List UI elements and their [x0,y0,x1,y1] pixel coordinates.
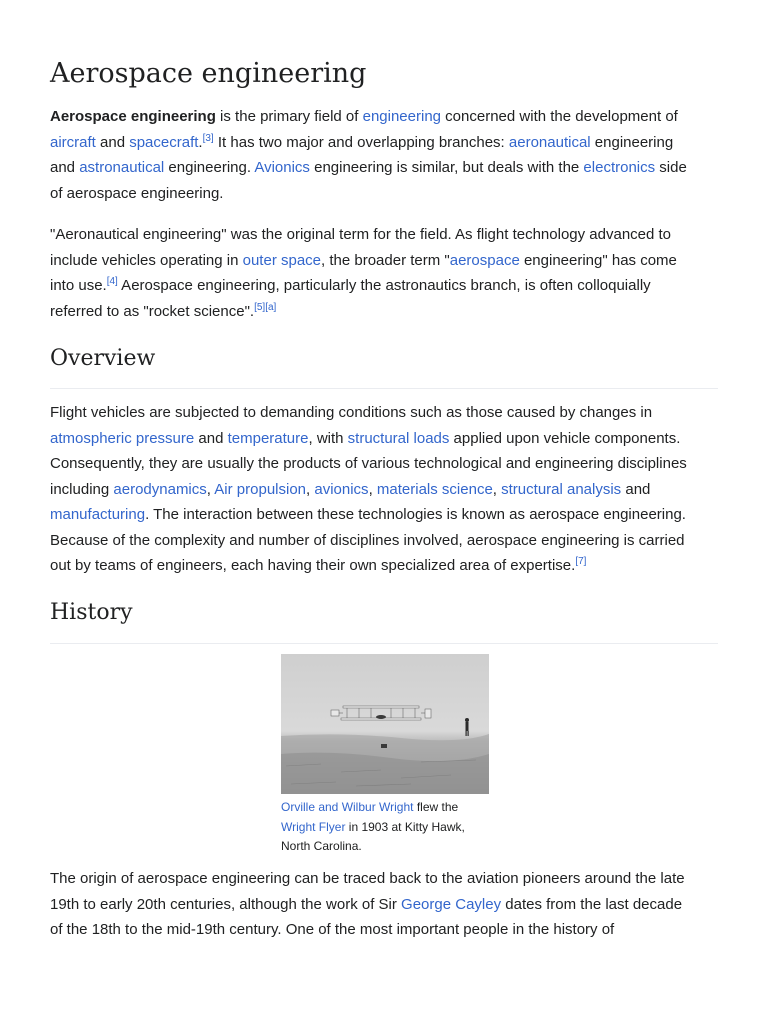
citation-link[interactable]: [5] [254,301,266,313]
link-astronautical[interactable]: astronautical [79,159,165,176]
link-avionics-2[interactable]: avionics [314,480,369,498]
text: engineering [590,133,674,151]
text-line [50,553,718,579]
link-manufacturing[interactable]: manufacturing [50,506,146,523]
text: 19th to early 20th centuries, although the work of Sir [50,895,402,913]
citation-3 [203,133,214,144]
text-line [50,502,718,528]
text-line [50,400,718,426]
section-heading-history: History [50,600,133,625]
bold-term: Aerospace engineering [50,108,216,125]
history-figure [281,654,489,857]
text-line [50,892,718,918]
section-heading-overview: Overview [50,346,156,371]
text-line [50,222,718,248]
text: including [50,480,114,498]
text: The origin of aerospace engineering can be traced back to the aviation pioneers around the late [50,870,685,887]
link-aerospace[interactable]: aerospace [449,251,520,269]
text-line [50,426,718,452]
link-avionics[interactable]: Avionics [254,159,310,176]
link-george-cayley[interactable]: George Cayley [401,895,502,913]
text: North Carolina. [281,839,362,853]
text-line [50,181,718,207]
history-paragraph [50,866,718,943]
text: Flight vehicles are subjected to demanding conditions such as those caused by changes in [50,404,653,421]
text: , the broader term " [321,251,450,269]
page-title: Aerospace engineering [50,58,367,89]
link-spacecraft[interactable]: spacecraft [129,133,199,151]
text: Because of the complexity and number of disciplines involved, aerospace engineering is carried [50,531,685,549]
citation-5 [254,302,276,313]
text-line [50,299,718,325]
text: and [95,133,130,151]
text: is the primary field of [215,108,363,125]
link-air-propulsion[interactable]: Air propulsion [214,480,307,498]
text-line [50,477,718,503]
text: and [50,159,80,176]
text: , [306,480,315,498]
link-aerodynamics[interactable]: aerodynamics [113,480,207,498]
text: applied upon vehicle components. [449,429,681,447]
intro-paragraph [50,104,718,206]
text: , with [308,429,348,447]
text: out by teams of engineers, each having their own specialized area of expertise. [50,557,576,574]
note-link-a[interactable]: [a] [265,301,277,313]
link-engineering[interactable]: engineering [362,108,442,125]
link-structural-analysis[interactable]: structural analysis [501,480,622,498]
citation-link[interactable]: [7] [575,556,587,567]
link-aircraft[interactable]: aircraft [50,133,96,151]
caption-line [281,798,489,818]
text: dates from the last decade [501,895,683,913]
link-orville-and-wilbur-wright[interactable]: Orville and Wilbur Wright [281,800,414,814]
text-line [50,155,718,181]
link-structural-loads[interactable]: structural loads [347,429,450,447]
link-temperature[interactable]: temperature [227,429,309,447]
caption-line [281,818,489,838]
text: referred to as "rocket science". [50,302,255,320]
section-divider [50,643,718,644]
text: Consequently, they are usually the products of various technological and engineering disciplines [50,455,687,472]
section-divider [50,388,718,389]
text: It has two major and overlapping branches: [213,133,509,151]
text: of the 18th to the mid-19th century. One of the most important people in the history of [50,921,615,938]
text: "Aeronautical engineering" was the original term for the field. As flight technology advanced to [50,226,672,243]
text: side [655,159,687,176]
text: and [621,480,651,498]
text-line [50,866,718,892]
launch-rail-object [381,744,387,748]
citation-link[interactable]: [3] [202,132,214,144]
link-materials-science[interactable]: materials science [376,480,493,498]
link-electronics[interactable]: electronics [583,159,656,176]
text: include vehicles operating in [50,251,243,269]
text-line [50,917,718,943]
caption-line [281,837,489,857]
text-line [50,248,718,274]
text: into use. [50,277,107,294]
text-line [50,528,718,554]
overview-paragraph [50,400,718,579]
text: engineering is similar, but deals with the [309,159,584,176]
text-line [50,104,718,130]
text-line [50,451,718,477]
figure-caption [281,798,489,857]
link-wright-flyer[interactable]: Wright Flyer [281,819,346,834]
citation-link[interactable]: [4] [106,276,118,287]
text: in 1903 at Kitty Hawk, [345,819,465,834]
wright-flyer-photo[interactable] [281,654,489,794]
text: . [198,133,203,151]
citation-4 [107,276,118,287]
link-aeronautical[interactable]: aeronautical [508,133,591,151]
text: engineering" has come [519,251,677,269]
text: flew the [413,800,459,814]
text: concerned with the development of [441,108,678,125]
text-line [50,273,718,299]
text: . The interaction between these technologies is known as aerospace engineering. [145,506,686,523]
text: , [492,480,502,498]
text: of aerospace engineering. [50,184,224,202]
text-line [50,130,718,156]
link-outer-space[interactable]: outer space [242,251,322,269]
text: , [368,480,377,498]
intro-paragraph-2 [50,222,718,324]
link-atmospheric-pressure[interactable]: atmospheric pressure [50,429,195,447]
text: Aerospace engineering, particularly the astronautics branch, is often colloquially [117,277,651,294]
text: , [206,480,215,498]
text: engineering. [164,159,255,176]
citation-7 [575,556,586,567]
text: and [194,429,228,447]
